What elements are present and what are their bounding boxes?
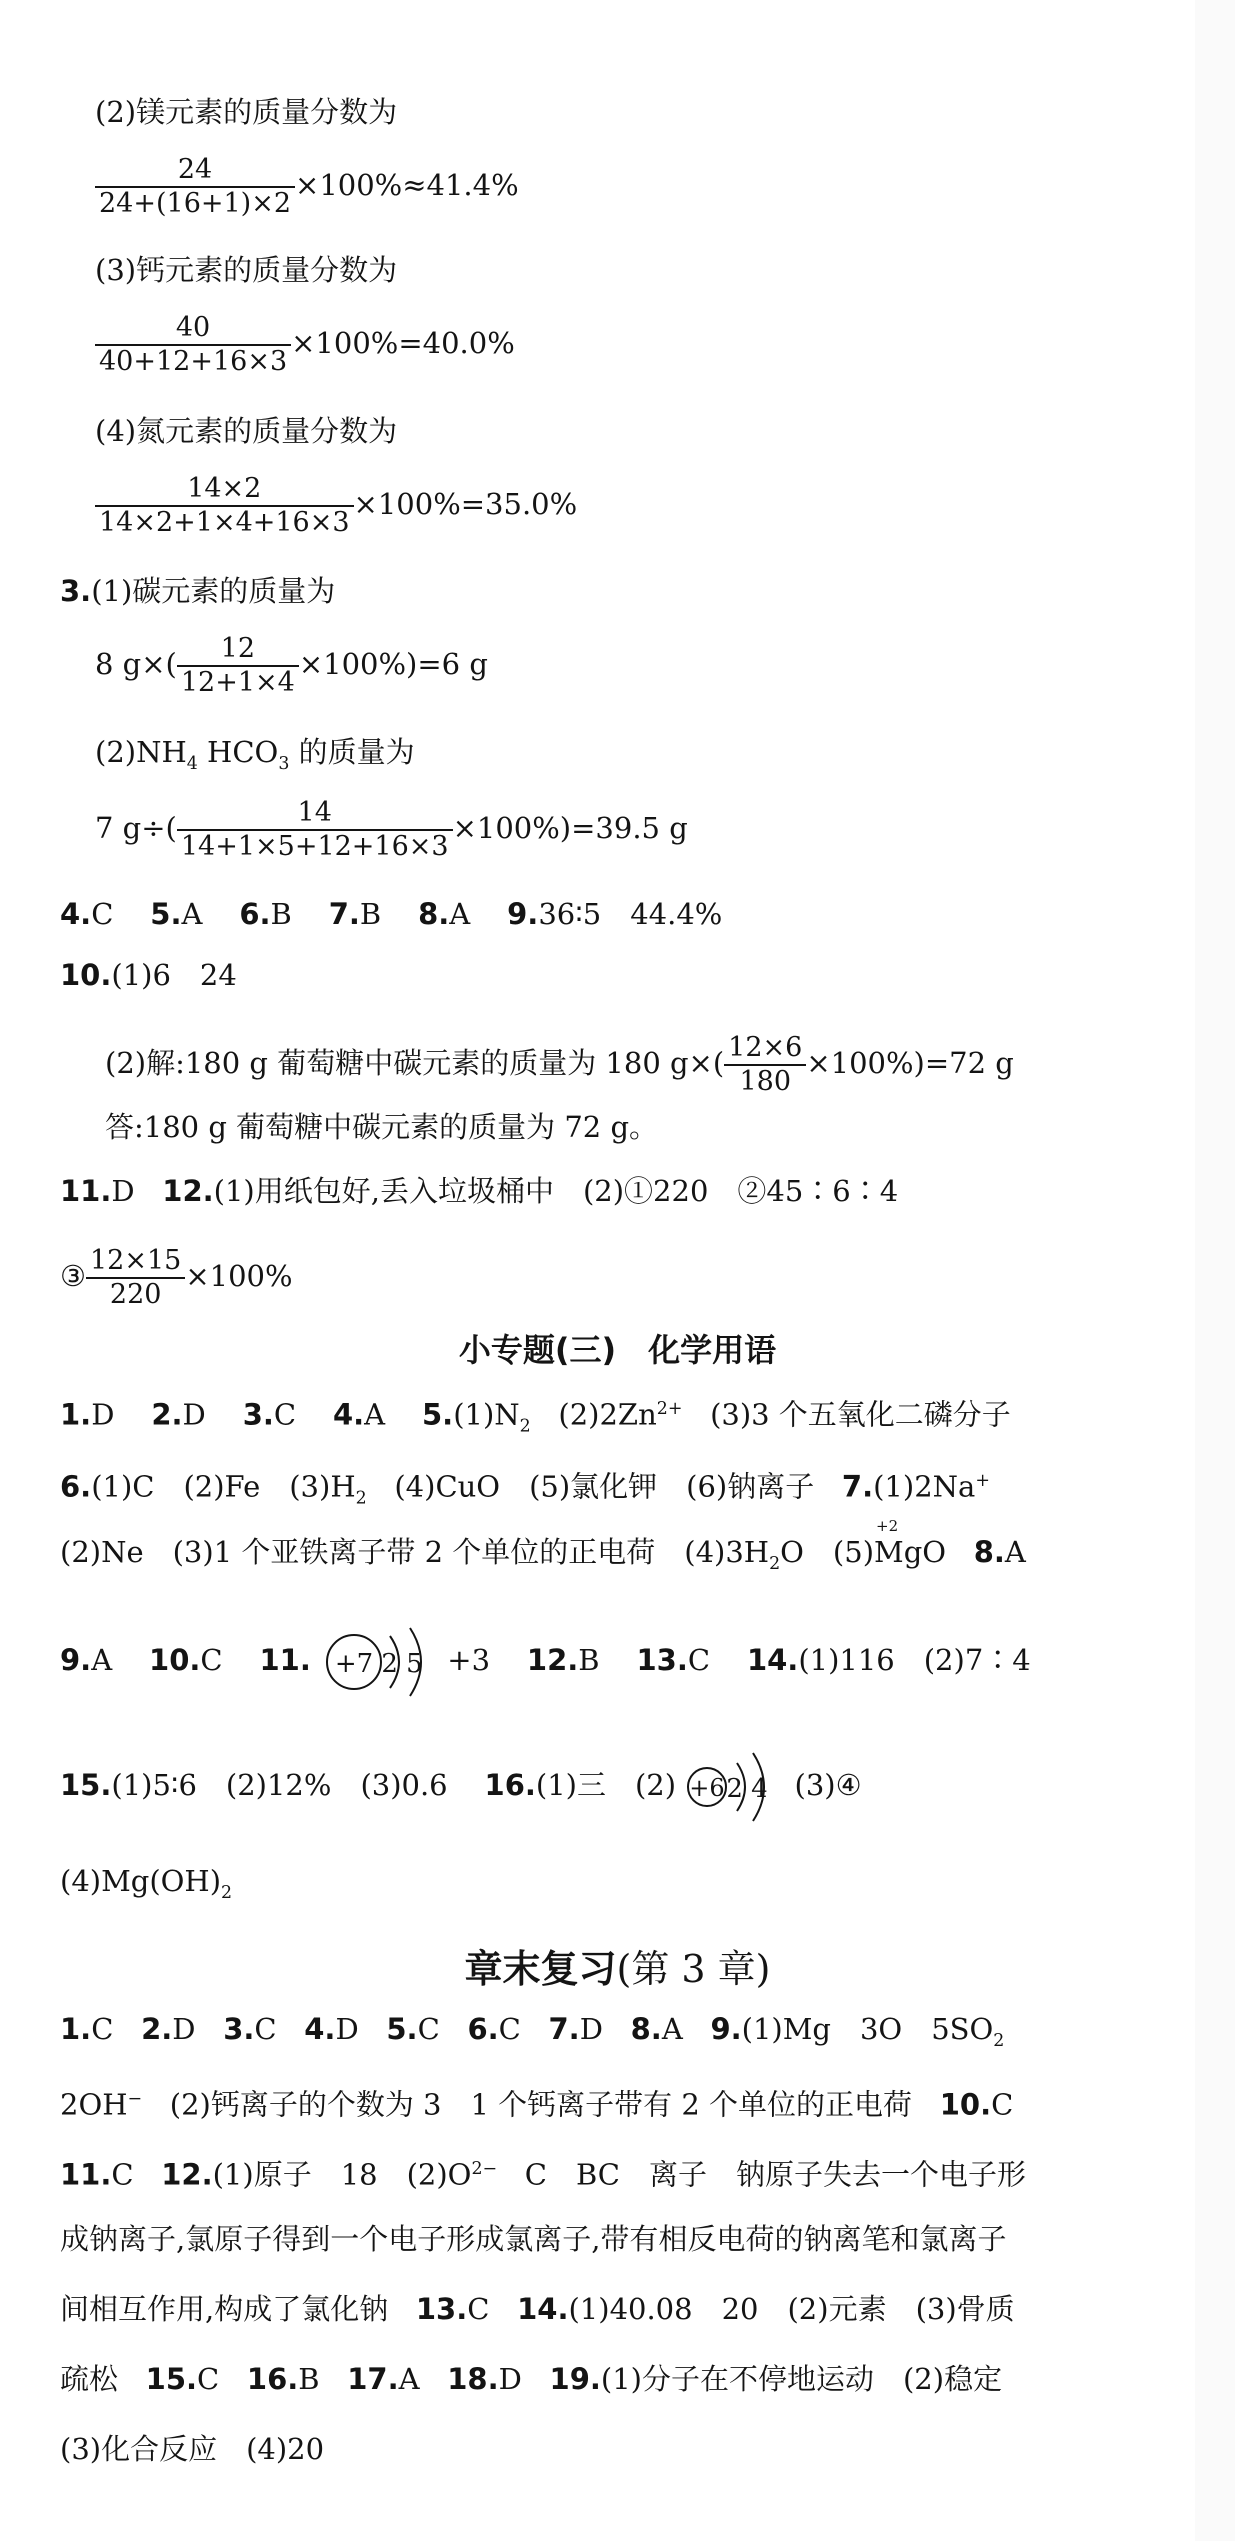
question-number: 2. (141, 2012, 173, 2046)
formula-result: ×100%)=39.5 g (452, 811, 688, 845)
answer-text: +3 (447, 1643, 491, 1677)
answer-text: C (467, 2292, 490, 2326)
s3-line6 (60, 2362, 1002, 2396)
circled-number: ③ (60, 1259, 86, 1293)
answer-text: (1)116 (2)7∶4 (798, 1643, 1031, 1677)
question-number: 12. (161, 2157, 213, 2192)
question-number: 8. (630, 2012, 662, 2046)
fraction (86, 1245, 185, 1311)
s2-line5 (60, 1745, 862, 1825)
question-number: 17. (347, 2362, 399, 2396)
atom-structure-icon (685, 1747, 785, 1827)
nucleus-charge: +7 (334, 1649, 374, 1679)
question-number: 12. (526, 1643, 579, 1677)
answer-text: B (270, 897, 292, 931)
subscript: 2 (769, 1553, 781, 1574)
superscript: 2− (471, 2159, 498, 2179)
answer-text: (2)钙离子的个数为 3 1 个钙离子带有 2 个单位的正电荷 (169, 2087, 913, 2122)
answer-text: C (111, 2157, 134, 2192)
answer-text: C (197, 2362, 220, 2396)
answer-item (507, 897, 722, 931)
question-number: 7. (328, 897, 360, 931)
question-number: 19. (549, 2362, 601, 2396)
answer-text: B (359, 897, 382, 931)
q12-part3 (60, 1245, 293, 1311)
electron-shells: 2 4 (726, 1774, 768, 1804)
formula-prefix: (2)解:180 g 葡萄糖中碳元素的质量为 180 g×( (105, 1046, 725, 1080)
formula-result: ×100%)=6 g (298, 647, 488, 681)
answer-text: C (498, 2012, 521, 2046)
formula-text: MgO (874, 1535, 947, 1569)
subscript: 3 (278, 753, 290, 774)
answer-text: C (254, 2012, 277, 2046)
formula-prefix: 8 g×( (95, 647, 177, 681)
denominator: 12+1×4 (177, 665, 299, 699)
formula-result: ×100% (185, 1259, 293, 1293)
question-number: 11. (60, 1174, 112, 1208)
formula-result: ×100%=40.0% (291, 326, 515, 360)
question-number: 3. (242, 1397, 274, 1432)
answer-text: O (5) (780, 1535, 875, 1569)
fraction (95, 154, 295, 220)
answer-text: C (91, 2012, 114, 2046)
question-number: 9. (710, 2012, 742, 2046)
answer-text: (1)40.08 20 (2)元素 (3)骨质 (568, 2292, 1015, 2326)
answer-text: A (1004, 1535, 1026, 1569)
answer-text: (3)3 个五氧化二磷分子 (710, 1397, 1011, 1432)
valence-mark: +2 (876, 1517, 899, 1535)
q10-conclusion: 答:180 g 葡萄糖中碳元素的质量为 72 g。 (105, 1110, 659, 1144)
question-number: 11. (60, 2157, 112, 2192)
question-number: 6. (467, 2012, 499, 2046)
question-number: 2. (151, 1397, 183, 1432)
denominator: 180 (724, 1064, 806, 1098)
answer-text: (3)④ (794, 1768, 862, 1802)
question-number: 5. (386, 2012, 418, 2046)
formula-result: ×100%=35.0% (353, 487, 578, 521)
answer-text: 间相互作用,构成了氯化钠 (60, 2292, 389, 2326)
atom-structure-diagram (320, 1622, 438, 1702)
answer-text: (4)Mg(OH) (60, 1864, 222, 1898)
answer-text: C (200, 1643, 223, 1677)
answer-item (60, 897, 113, 931)
question-number: 1. (60, 2012, 92, 2046)
formula-result: ×100%≈41.4% (295, 168, 519, 202)
numerator: 14×2 (187, 473, 262, 504)
fraction (95, 312, 291, 378)
s3-line5 (60, 2292, 1015, 2326)
answer-text: (1)Mg 3O 5SO (741, 2012, 994, 2046)
answer-text: C (417, 2012, 440, 2046)
s3-line2 (60, 2082, 1013, 2122)
formula-text: (2)NH (95, 735, 187, 769)
question-number: 12. (162, 1174, 214, 1208)
question-number: 4. (304, 2012, 336, 2046)
answer-text: C (273, 1397, 297, 1432)
answer-item (329, 897, 382, 931)
q2-part2-label: (2)镁元素的质量分数为 (95, 95, 398, 129)
denominator: 14+1×5+12+16×3 (177, 829, 453, 863)
valence-formula (874, 1517, 947, 1569)
answer-text: (1)原子 18 (2)O (212, 2157, 472, 2192)
fraction (177, 797, 453, 863)
formula-prefix: 7 g÷( (95, 811, 177, 845)
answer-text: (2)Ne (3)1 个亚铁离子带 2 个单位的正电荷 (4)3H (60, 1535, 770, 1569)
question-number: 3. (223, 2012, 255, 2046)
question-number: 5. (422, 1397, 454, 1432)
answer-text: C (687, 1643, 711, 1677)
question-number: 14. (746, 1643, 799, 1677)
answer-text: (1)6 24 (111, 958, 237, 992)
question-number: 15. (145, 2362, 198, 2396)
question-number: 9. (507, 897, 539, 931)
q2-part3-label: (3)钙元素的质量分数为 (95, 253, 398, 287)
answer-text: A (661, 2012, 683, 2046)
page-edge (1195, 0, 1235, 2541)
answer-item (418, 897, 470, 931)
answer-text: D (498, 2362, 522, 2396)
fraction (95, 473, 354, 539)
q10-line2 (105, 1032, 1014, 1098)
answer-text: D (182, 1397, 206, 1432)
nucleus-charge: +6 (689, 1774, 725, 1802)
answer-text: (1)碳元素的质量为 (91, 574, 336, 608)
formula-result: ×100%)=72 g (806, 1046, 1014, 1080)
q3-part2-formula (95, 797, 688, 863)
q3-part1-formula (95, 633, 488, 699)
answer-text: (1)C (2)Fe (3)H (91, 1469, 356, 1504)
subscript: 2 (355, 1488, 367, 1509)
answer-text: (1)分子在不停地运动 (2)稳定 (600, 2362, 1003, 2396)
question-number: 6. (60, 1469, 92, 1504)
question-number: 18. (447, 2362, 499, 2396)
answer-text: A (449, 897, 471, 931)
question-number: 15. (60, 1768, 112, 1802)
answer-text: B (298, 2362, 320, 2396)
formula-text: HCO (197, 735, 279, 769)
answers-4-to-9 (60, 897, 722, 931)
s3-line3 (60, 2152, 1026, 2192)
question-number: 16. (246, 2362, 299, 2396)
q2-part4-formula (95, 473, 577, 539)
q2-part2-formula (95, 154, 519, 220)
s2-line3 (60, 1517, 1026, 1581)
s3-line4: 成钠离子,氯原子得到一个电子形成氯离子,带有相反电荷的钠离笔和氯离子 (60, 2222, 1007, 2256)
q11-q12-line (60, 1174, 898, 1208)
answer-text: (1)2Na (873, 1469, 976, 1504)
denominator: 24+(16+1)×2 (95, 186, 295, 220)
answer-text: (1)N (453, 1397, 520, 1432)
answer-text: 2OH (60, 2087, 128, 2122)
numerator: 12×6 (728, 1032, 803, 1063)
answer-text: (2)2Zn (558, 1397, 657, 1432)
title-chapter: (第 3 章) (616, 1947, 771, 1991)
answer-text: A (181, 897, 203, 931)
numerator: 24 (177, 154, 213, 185)
answer-text: A (398, 2362, 420, 2396)
answer-item (150, 897, 202, 931)
atom-structure-icon (320, 1622, 438, 1702)
answer-item (239, 897, 292, 931)
answer-text: (4)CuO (5)氯化钾 (6)钠离子 (394, 1469, 815, 1504)
question-number: 5. (150, 897, 182, 931)
question-number: 7. (548, 2012, 580, 2046)
question-number: 13. (415, 2292, 468, 2326)
subscript: 2 (221, 1882, 233, 1903)
answer-text: C (91, 897, 114, 931)
q3-part1-label (60, 574, 335, 608)
answer-text: A (364, 1397, 386, 1432)
numerator: 40 (175, 312, 211, 343)
section-title-chapter-review (0, 1938, 1235, 1993)
answer-text: D (335, 2012, 359, 2046)
question-number: 1. (60, 1397, 92, 1432)
answer-text: (1)三 (2) (535, 1768, 677, 1802)
question-number: 16. (484, 1768, 536, 1802)
superscript: + (975, 1471, 990, 1491)
subscript: 2 (519, 1416, 531, 1437)
q2-part4-label: (4)氮元素的质量分数为 (95, 414, 398, 448)
fraction (724, 1032, 806, 1098)
denominator: 40+12+16×3 (95, 344, 291, 378)
section-title-special-topic: 小专题(三) 化学用语 (458, 1331, 777, 1369)
question-number: 4. (332, 1397, 365, 1432)
q3-part2-label (95, 735, 415, 781)
question-number: 3. (60, 574, 92, 608)
answer-text: (1)用纸包好,丢入垃圾桶中 (2)①220 ②45∶6∶4 (213, 1174, 899, 1208)
fraction (177, 633, 299, 699)
question-number: 7. (841, 1469, 874, 1504)
numerator: 12 (220, 633, 256, 664)
s2-line2 (60, 1464, 990, 1515)
q2-part3-formula (95, 312, 515, 378)
formula-text: 的质量为 (289, 735, 415, 769)
question-number: 8. (418, 897, 450, 931)
question-number: 10. (939, 2087, 992, 2122)
s3-line7: (3)化合反应 (4)20 (60, 2432, 325, 2466)
question-number: 14. (517, 2292, 569, 2326)
answer-text: 疏松 (60, 2362, 119, 2396)
question-number: 8. (973, 1535, 1005, 1569)
superscript: 2+ (656, 1399, 683, 1419)
title-main: 章末复习 (464, 1947, 617, 1991)
atom-structure-diagram (685, 1747, 785, 1827)
answer-text: D (172, 2012, 196, 2046)
question-number: 13. (636, 1643, 688, 1677)
question-number: 10. (149, 1643, 201, 1677)
question-number: 6. (239, 897, 271, 931)
answer-text: D (91, 1397, 115, 1432)
denominator: 14×2+1×4+16×3 (95, 505, 354, 539)
subscript: 2 (993, 2030, 1005, 2051)
question-number: 11. (259, 1643, 311, 1677)
answer-text: D (579, 2012, 603, 2046)
s3-line1 (60, 2012, 1004, 2058)
s2-line6 (60, 1864, 232, 1910)
answer-text: 36∶5 44.4% (538, 897, 723, 931)
s2-line4 (60, 1620, 1031, 1700)
answer-text: D (111, 1174, 135, 1208)
denominator: 220 (86, 1277, 185, 1311)
numerator: 14 (297, 797, 332, 828)
answer-text: C (991, 2087, 1014, 2122)
s2-line1 (60, 1392, 1011, 1443)
q10-line1 (60, 958, 237, 992)
superscript: − (127, 2089, 143, 2109)
electron-shells: 2 5 (381, 1649, 423, 1679)
answer-text: C BC 离子 钠原子失去一个电子形 (524, 2157, 1026, 2192)
answer-text: B (578, 1643, 600, 1677)
question-number: 4. (60, 897, 92, 931)
numerator: 12×15 (90, 1245, 182, 1276)
question-number: 10. (60, 958, 112, 992)
answer-text: (1)5∶6 (2)12% (3)0.6 (111, 1768, 448, 1802)
question-number: 9. (60, 1643, 92, 1677)
answer-text: A (91, 1643, 113, 1677)
subscript: 4 (186, 753, 198, 774)
